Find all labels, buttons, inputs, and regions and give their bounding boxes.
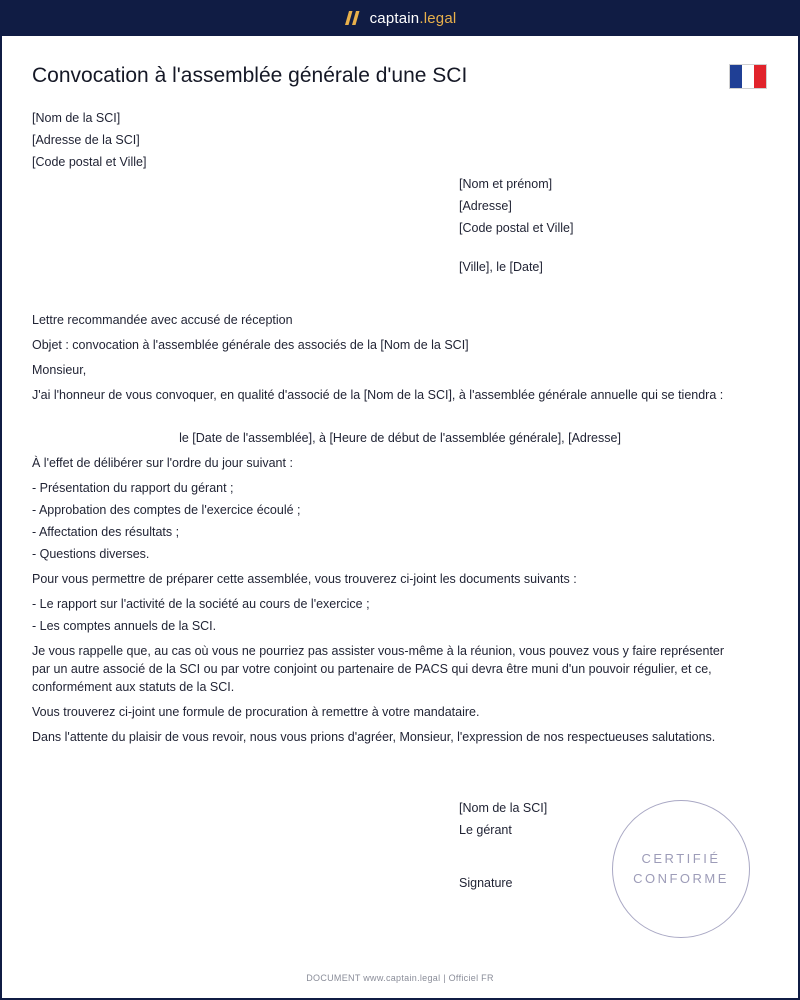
- sender-name: [Nom de la SCI]: [32, 111, 121, 125]
- place-date: [Ville], le [Date]: [459, 260, 543, 274]
- agenda-item: - Approbation des comptes de l'exercice écoulé ;: [32, 503, 301, 517]
- stamp-line-2: CONFORME: [633, 871, 729, 886]
- agenda-item: - Affectation des résultats ;: [32, 525, 180, 539]
- meeting-details: le [Date de l'assemblée], à [Heure de début de l'assemblée générale], [Adresse]: [179, 431, 621, 445]
- stamp-line-1: CERTIFIÉ: [641, 851, 721, 866]
- brand-name-accent: .legal: [419, 9, 457, 27]
- agenda-item: - Questions diverses.: [32, 547, 150, 561]
- sender-city: [Code postal et Ville]: [32, 155, 147, 169]
- salutation: Monsieur,: [32, 363, 87, 377]
- intro-paragraph: J'ai l'honneur de vous convoquer, en qualité d'associé de la [Nom de la SCI], à l'assemblée générale annuelle qui se tiendra :: [32, 388, 724, 402]
- france-flag-icon: [729, 64, 767, 89]
- captain-legal-logo-icon: [344, 10, 362, 26]
- agenda-intro: À l'effet de délibérer sur l'ordre du jour suivant :: [32, 456, 293, 470]
- delivery-mode: Lettre recommandée avec accusé de réception: [32, 313, 293, 327]
- recipient-name: [Nom et prénom]: [459, 177, 553, 191]
- representation-paragraph: Je vous rappelle que, au cas où vous ne pourriez pas assister vous-même à la réunion, vous pouvez vous y faire représenter par un autre associé de la SCI ou par votre conjoint ou partenaire de PACS qui devra être muni d'un pouvoir régulier, et ce, conformément aux statuts de la SCI.: [32, 644, 725, 694]
- agenda-item: - Présentation du rapport du gérant ;: [32, 481, 234, 495]
- brand[interactable]: [344, 10, 457, 27]
- document-item: - Les comptes annuels de la SCI.: [32, 619, 217, 633]
- recipient-address: [Adresse]: [459, 199, 512, 213]
- document-item: - Le rapport sur l'activité de la société au cours de l'exercice ;: [32, 597, 370, 611]
- recipient-city: [Code postal et Ville]: [459, 221, 574, 235]
- signature-role: Le gérant: [459, 823, 512, 837]
- flag-white-stripe: [742, 65, 754, 88]
- flag-blue-stripe: [730, 65, 742, 88]
- brand-name-main: captain: [369, 9, 420, 27]
- documents-intro: Pour vous permettre de préparer cette assemblée, vous trouverez ci-joint les documents suivants :: [32, 572, 577, 586]
- sender-address: [Adresse de la SCI]: [32, 133, 140, 147]
- signature-label: Signature: [459, 876, 513, 890]
- closing-paragraph: Dans l'attente du plaisir de vous revoir, nous vous prions d'agréer, Monsieur, l'expression de nos respectueuses salutations.: [32, 730, 716, 744]
- footer-text[interactable]: DOCUMENT www.captain.legal | Officiel FR: [306, 973, 494, 983]
- proxy-paragraph: Vous trouverez ci-joint une formule de procuration à remettre à votre mandataire.: [32, 705, 480, 719]
- flag-red-stripe: [754, 65, 766, 88]
- top-bar: [2, 0, 798, 36]
- subject-line: Objet : convocation à l'assemblée générale des associés de la [Nom de la SCI]: [32, 338, 469, 352]
- signature-company: [Nom de la SCI]: [459, 801, 548, 815]
- certified-stamp: [612, 800, 750, 938]
- document-title: Convocation à l'assemblée générale d'une SCI: [32, 64, 468, 87]
- brand-name: [370, 10, 457, 27]
